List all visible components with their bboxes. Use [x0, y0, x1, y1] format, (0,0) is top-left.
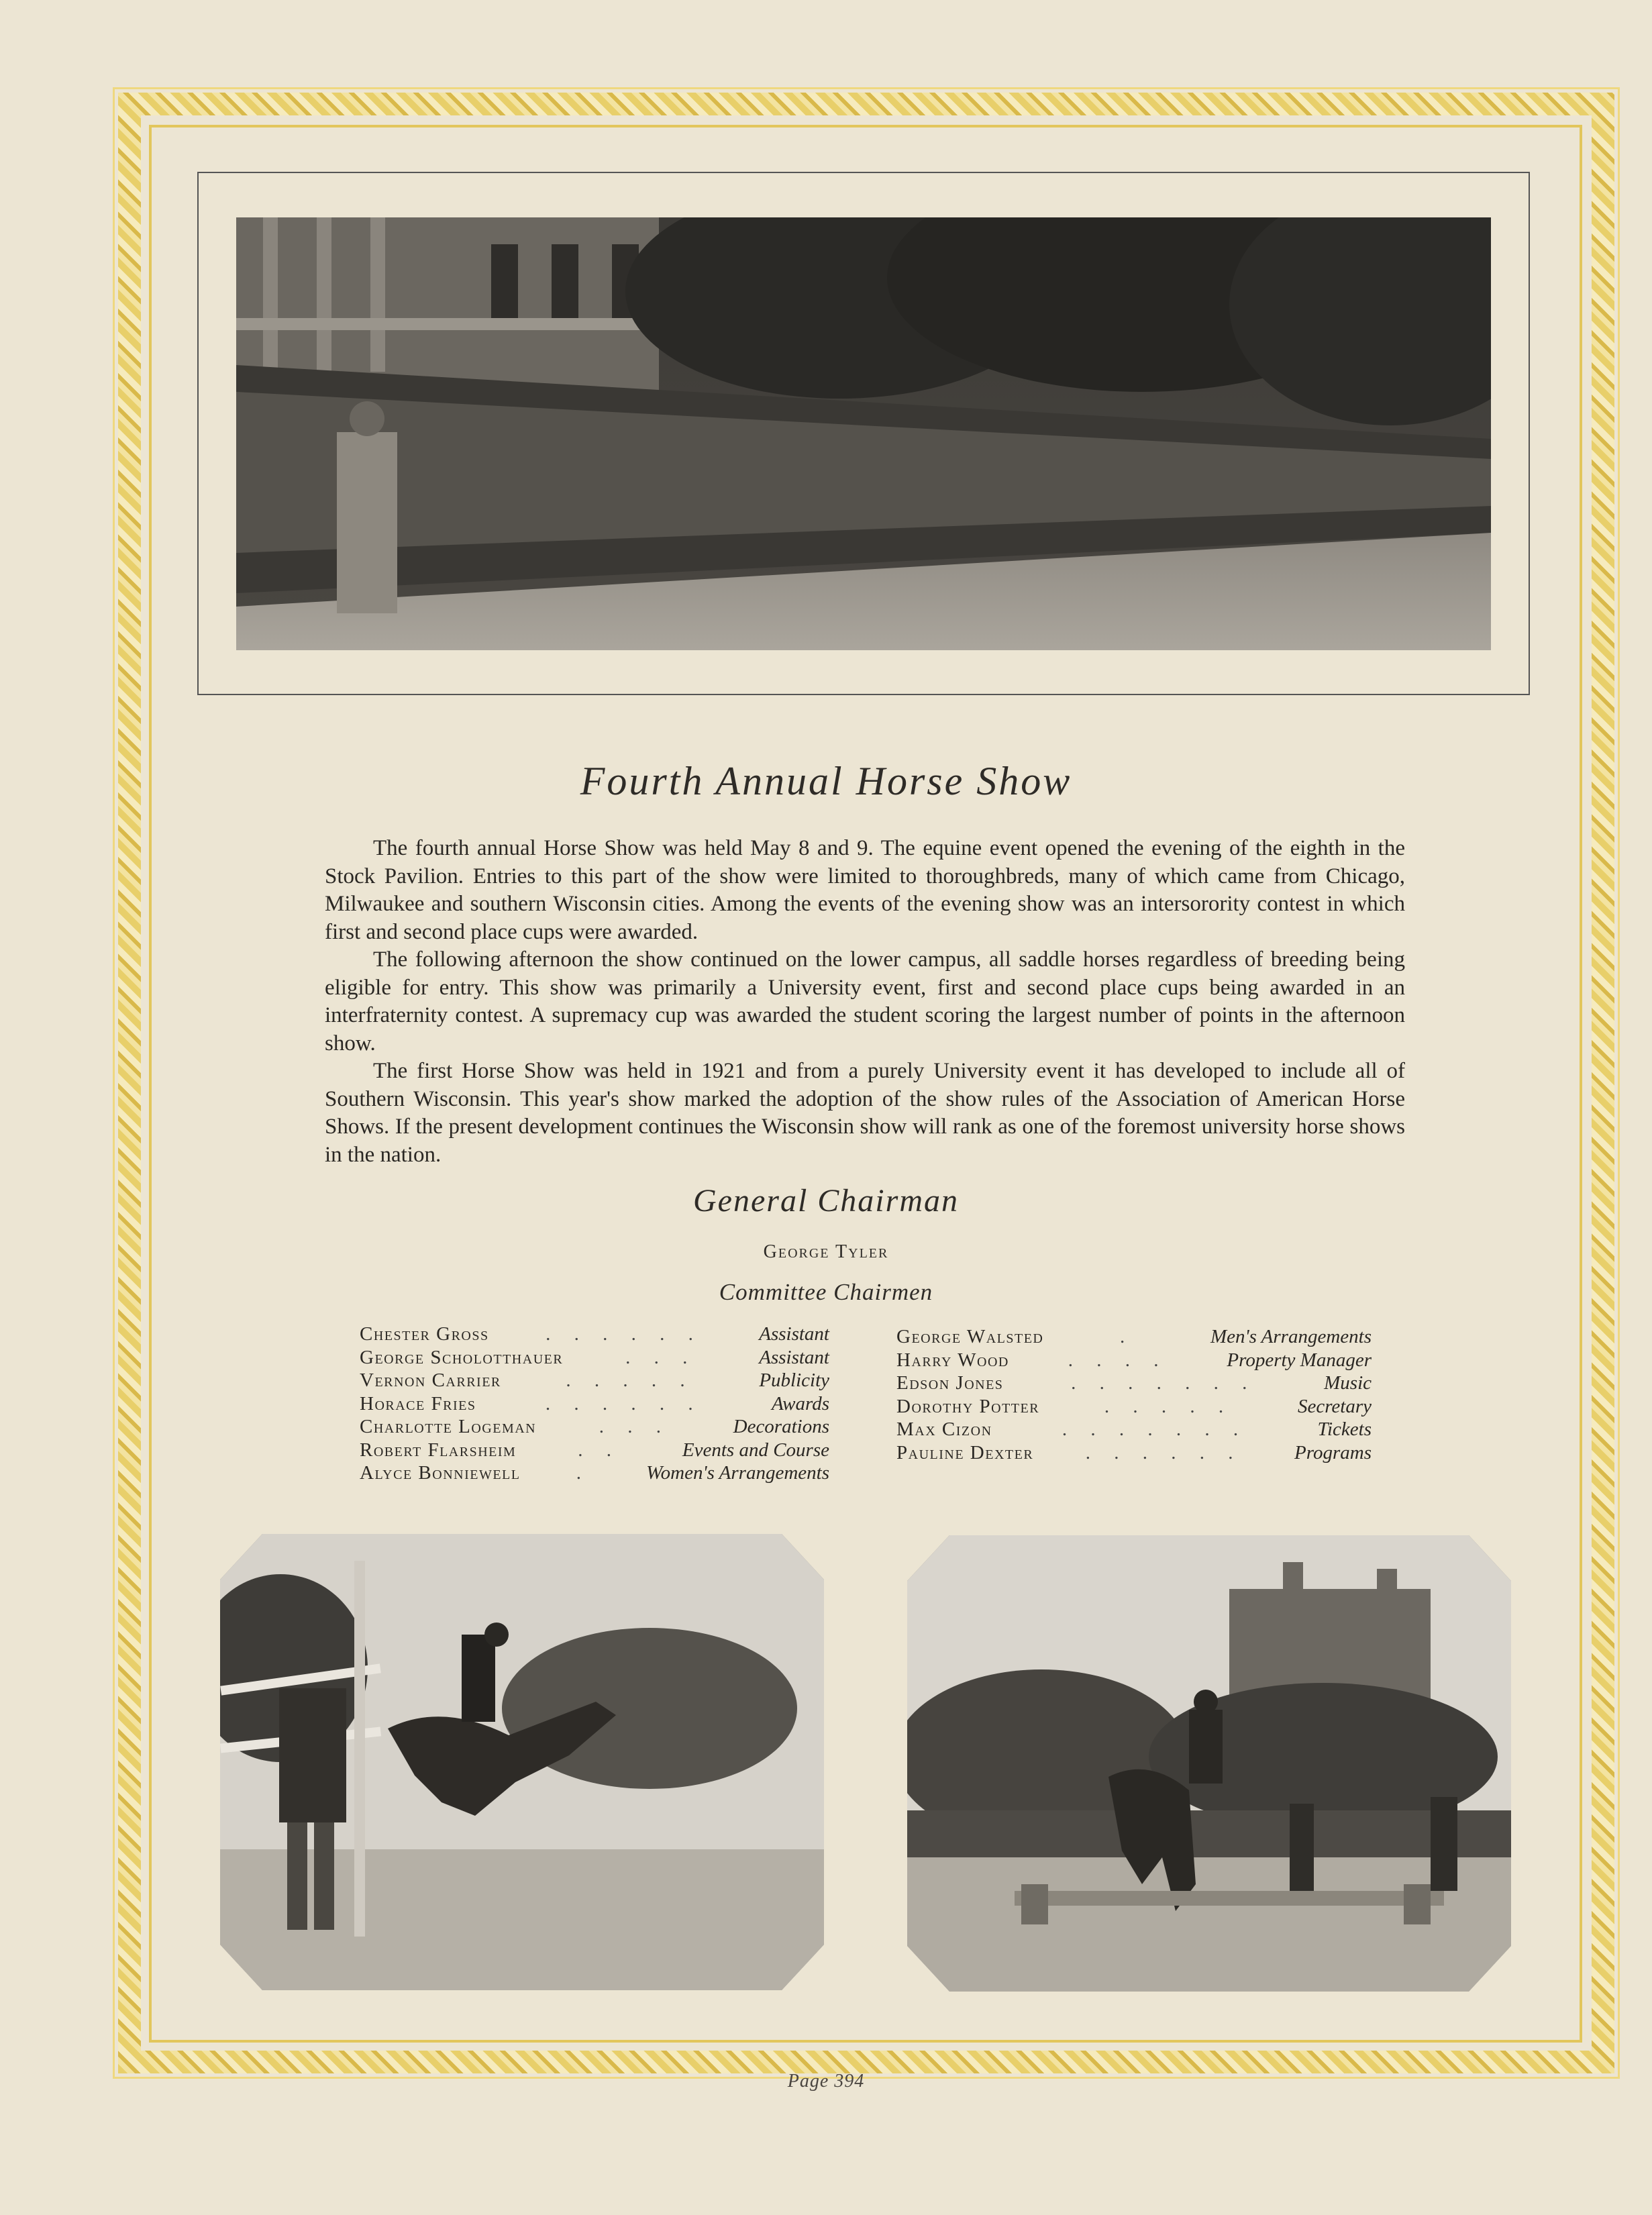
member-role: Programs — [1294, 1441, 1372, 1463]
member-role: Tickets — [1317, 1419, 1372, 1440]
leader-dots: . . . . . — [1104, 1395, 1233, 1417]
general-chairman-name: George Tyler — [763, 1241, 889, 1262]
leader-dots: . . . — [599, 1416, 670, 1437]
member-name: Max Cizon — [896, 1419, 992, 1440]
member-name: Pauline Dexter — [896, 1441, 1034, 1463]
committee-row — [360, 1370, 829, 1393]
member-role: Men's Arrangements — [1210, 1326, 1372, 1347]
leader-dots: . . . — [625, 1346, 697, 1368]
member-name: Alyce Bonniewell — [360, 1462, 521, 1484]
member-name: Harry Wood — [896, 1349, 1009, 1371]
member-name: Dorothy Potter — [896, 1395, 1040, 1417]
leader-dots: . . — [578, 1439, 621, 1461]
member-name: Charlotte Logeman — [360, 1416, 537, 1437]
member-role: Awards — [772, 1392, 829, 1414]
leader-dots: . . . . — [1068, 1349, 1168, 1371]
crowd-photo-image — [236, 217, 1491, 650]
article-title: Fourth Annual Horse Show — [580, 759, 1072, 803]
leader-dots: . . . . . . — [546, 1323, 703, 1345]
member-name: Chester Gross — [360, 1323, 489, 1345]
paragraph: The fourth annual Horse Show was held May 8 and 9. The equine event opened the evening of the eighth in the Stock Pavilion. Entries to this part of the show were limited to thoroughbreds, many of which came from Chicago, Milwaukee and southern Wisconsin cities. Among the events of the evening show was an intersorority contest in which first and second place cups were awarded. — [325, 836, 1405, 944]
committee-row — [896, 1396, 1372, 1419]
committee-row — [896, 1326, 1372, 1349]
committee-row — [896, 1349, 1372, 1373]
committee-row — [896, 1419, 1372, 1442]
committee-row — [360, 1323, 829, 1347]
member-role: Assistant — [759, 1346, 829, 1368]
article-body — [325, 835, 1405, 1169]
member-role: Women's Arrangements — [646, 1462, 829, 1484]
leader-dots: . — [576, 1462, 590, 1484]
crowd-photo — [236, 217, 1491, 650]
member-role: Events and Course — [682, 1439, 829, 1461]
member-name: Robert Flarsheim — [360, 1439, 517, 1461]
horse-jump-photo-left — [220, 1534, 824, 1990]
horse-jump-photo-right-image — [907, 1535, 1511, 1992]
leader-dots: . . . . . . . — [1062, 1419, 1248, 1440]
leader-dots: . — [1120, 1326, 1135, 1347]
leader-dots: . . . . . . . — [1071, 1372, 1257, 1394]
paragraph: The following afternoon the show continued on the lower campus, all saddle horses regardless of breeding being eligible for entry. This show was primarily a University event, first and second place cups being awarded in an interfraternity contest. A supremacy cup was awarded the student scoring the largest number of points in the afternoon show. — [325, 947, 1405, 1055]
committee-heading: Committee Chairmen — [719, 1279, 933, 1305]
member-role: Assistant — [759, 1323, 829, 1345]
member-role: Music — [1324, 1372, 1372, 1394]
member-role: Publicity — [759, 1370, 829, 1391]
committee-row — [360, 1393, 829, 1416]
committee-row — [360, 1439, 829, 1463]
horse-jump-photo-left-image — [220, 1534, 824, 1990]
leader-dots: . . . . . . — [545, 1392, 703, 1414]
committee-row — [896, 1372, 1372, 1396]
horse-jump-photo-right — [907, 1535, 1511, 1992]
member-name: Horace Fries — [360, 1392, 476, 1414]
member-name: George Scholotthauer — [360, 1346, 564, 1368]
committee-row — [360, 1347, 829, 1370]
paragraph: The first Horse Show was held in 1921 and from a purely University event it has developed to include all of Southern Wisconsin. This year's show marked the adoption of the show rules of the Association of American Horse Shows. If the present development continues the Wisconsin show will rank as one of the foremost university horse shows in the nation. — [325, 1059, 1405, 1167]
member-role: Decorations — [733, 1416, 829, 1437]
committee-row — [360, 1416, 829, 1439]
leader-dots: . . . . . . — [1085, 1441, 1243, 1463]
committee-row — [360, 1462, 829, 1486]
general-chairman-heading: General Chairman — [693, 1183, 959, 1219]
member-name: Edson Jones — [896, 1372, 1004, 1394]
committee-list-left — [360, 1323, 829, 1486]
member-role: Property Manager — [1227, 1349, 1372, 1371]
member-name: Vernon Carrier — [360, 1370, 501, 1391]
leader-dots: . . . . . — [566, 1370, 694, 1391]
committee-row — [896, 1442, 1372, 1465]
page-number: Page 394 — [787, 2071, 865, 2092]
member-name: George Walsted — [896, 1326, 1044, 1347]
member-role: Secretary — [1297, 1395, 1372, 1417]
committee-list-right — [896, 1326, 1372, 1465]
